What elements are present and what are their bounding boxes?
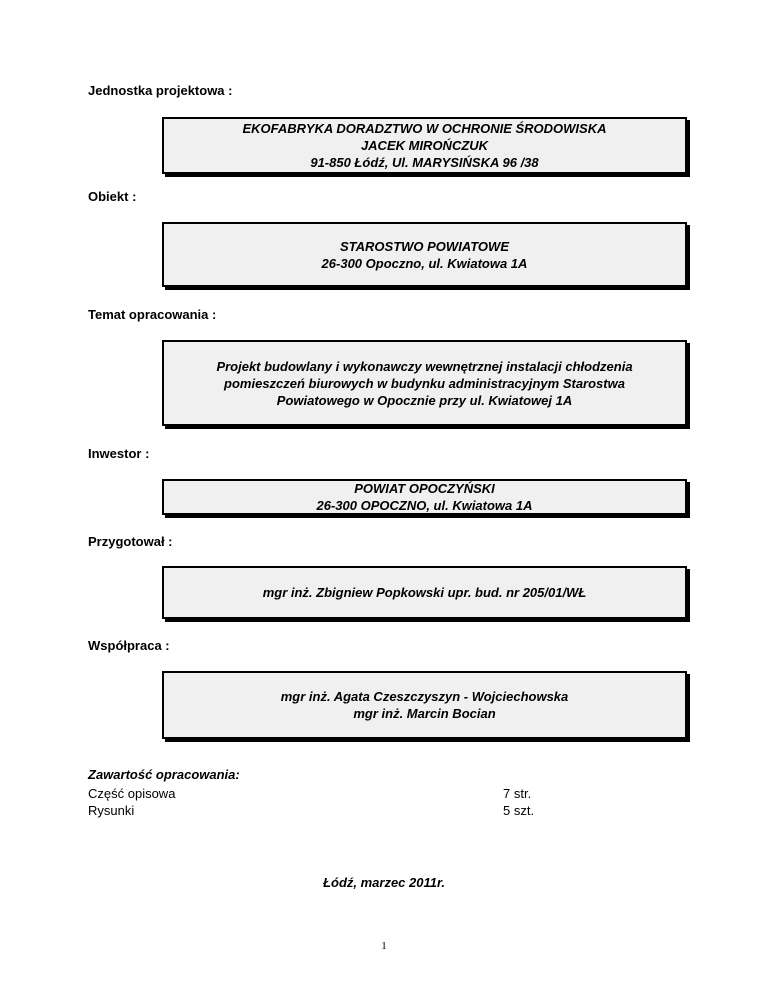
prepared-by-box [162, 566, 687, 619]
cooperation-line: mgr inż. Agata Czeszczyszyn - Wojciechowska [280, 689, 569, 704]
contents-row-name: Część opisowa [88, 786, 176, 801]
subject-label: Temat opracowania : [88, 307, 217, 322]
investor-label: Inwestor : [88, 446, 150, 461]
object-line: 26-300 Opoczno, ul. Kwiatowa 1A [321, 255, 528, 271]
design-unit-line: JACEK MIROŃCZUK [360, 138, 489, 153]
design-unit-box [162, 117, 687, 174]
prepared-by-line: mgr inż. Zbigniew Popkowski upr. bud. nr 205/01/WŁ [262, 585, 587, 600]
prepared-by-label: Przygotował : [88, 534, 173, 549]
investor-line: 26-300 OPOCZNO, ul. Kwiatowa 1A [316, 498, 533, 513]
document-date: Łódź, marzec 2011r. [323, 875, 445, 890]
design-unit-line: 91-850 Łódź, Ul. MARYSIŃSKA 96 /38 [310, 155, 539, 170]
investor-line: POWIAT OPOCZYŃSKI [354, 481, 495, 496]
cooperation-line: mgr inż. Marcin Bocian [353, 706, 496, 721]
contents-title: Zawartość opracowania: [88, 767, 240, 782]
design-unit-line: EKOFABRYKA DORADZTWO W OCHRONIE ŚRODOWISKA [242, 121, 607, 136]
subject-line: Powiatowego w Opocznie przy ul. Kwiatowej 1A [276, 392, 573, 408]
contents-row-name: Rysunki [88, 803, 135, 818]
cooperation-label: Współpraca : [88, 638, 170, 653]
object-label: Obiekt : [88, 189, 137, 204]
subject-line: Projekt budowlany i wykonawczy wewnętrznej instalacji chłodzenia [216, 358, 633, 374]
subject-box [162, 340, 687, 426]
subject-line: pomieszczeń biurowych w budynku administracyjnym Starostwa [224, 375, 625, 391]
contents-row-value: 5 szt. [503, 803, 535, 818]
cooperation-box [162, 671, 687, 739]
investor-box [162, 479, 687, 515]
design-unit-label: Jednostka projektowa : [88, 83, 233, 98]
object-line: STAROSTWO POWIATOWE [340, 238, 509, 254]
object-box [162, 222, 687, 287]
contents-row-value: 7 str. [503, 786, 532, 801]
page-number: 1 [381, 940, 387, 952]
